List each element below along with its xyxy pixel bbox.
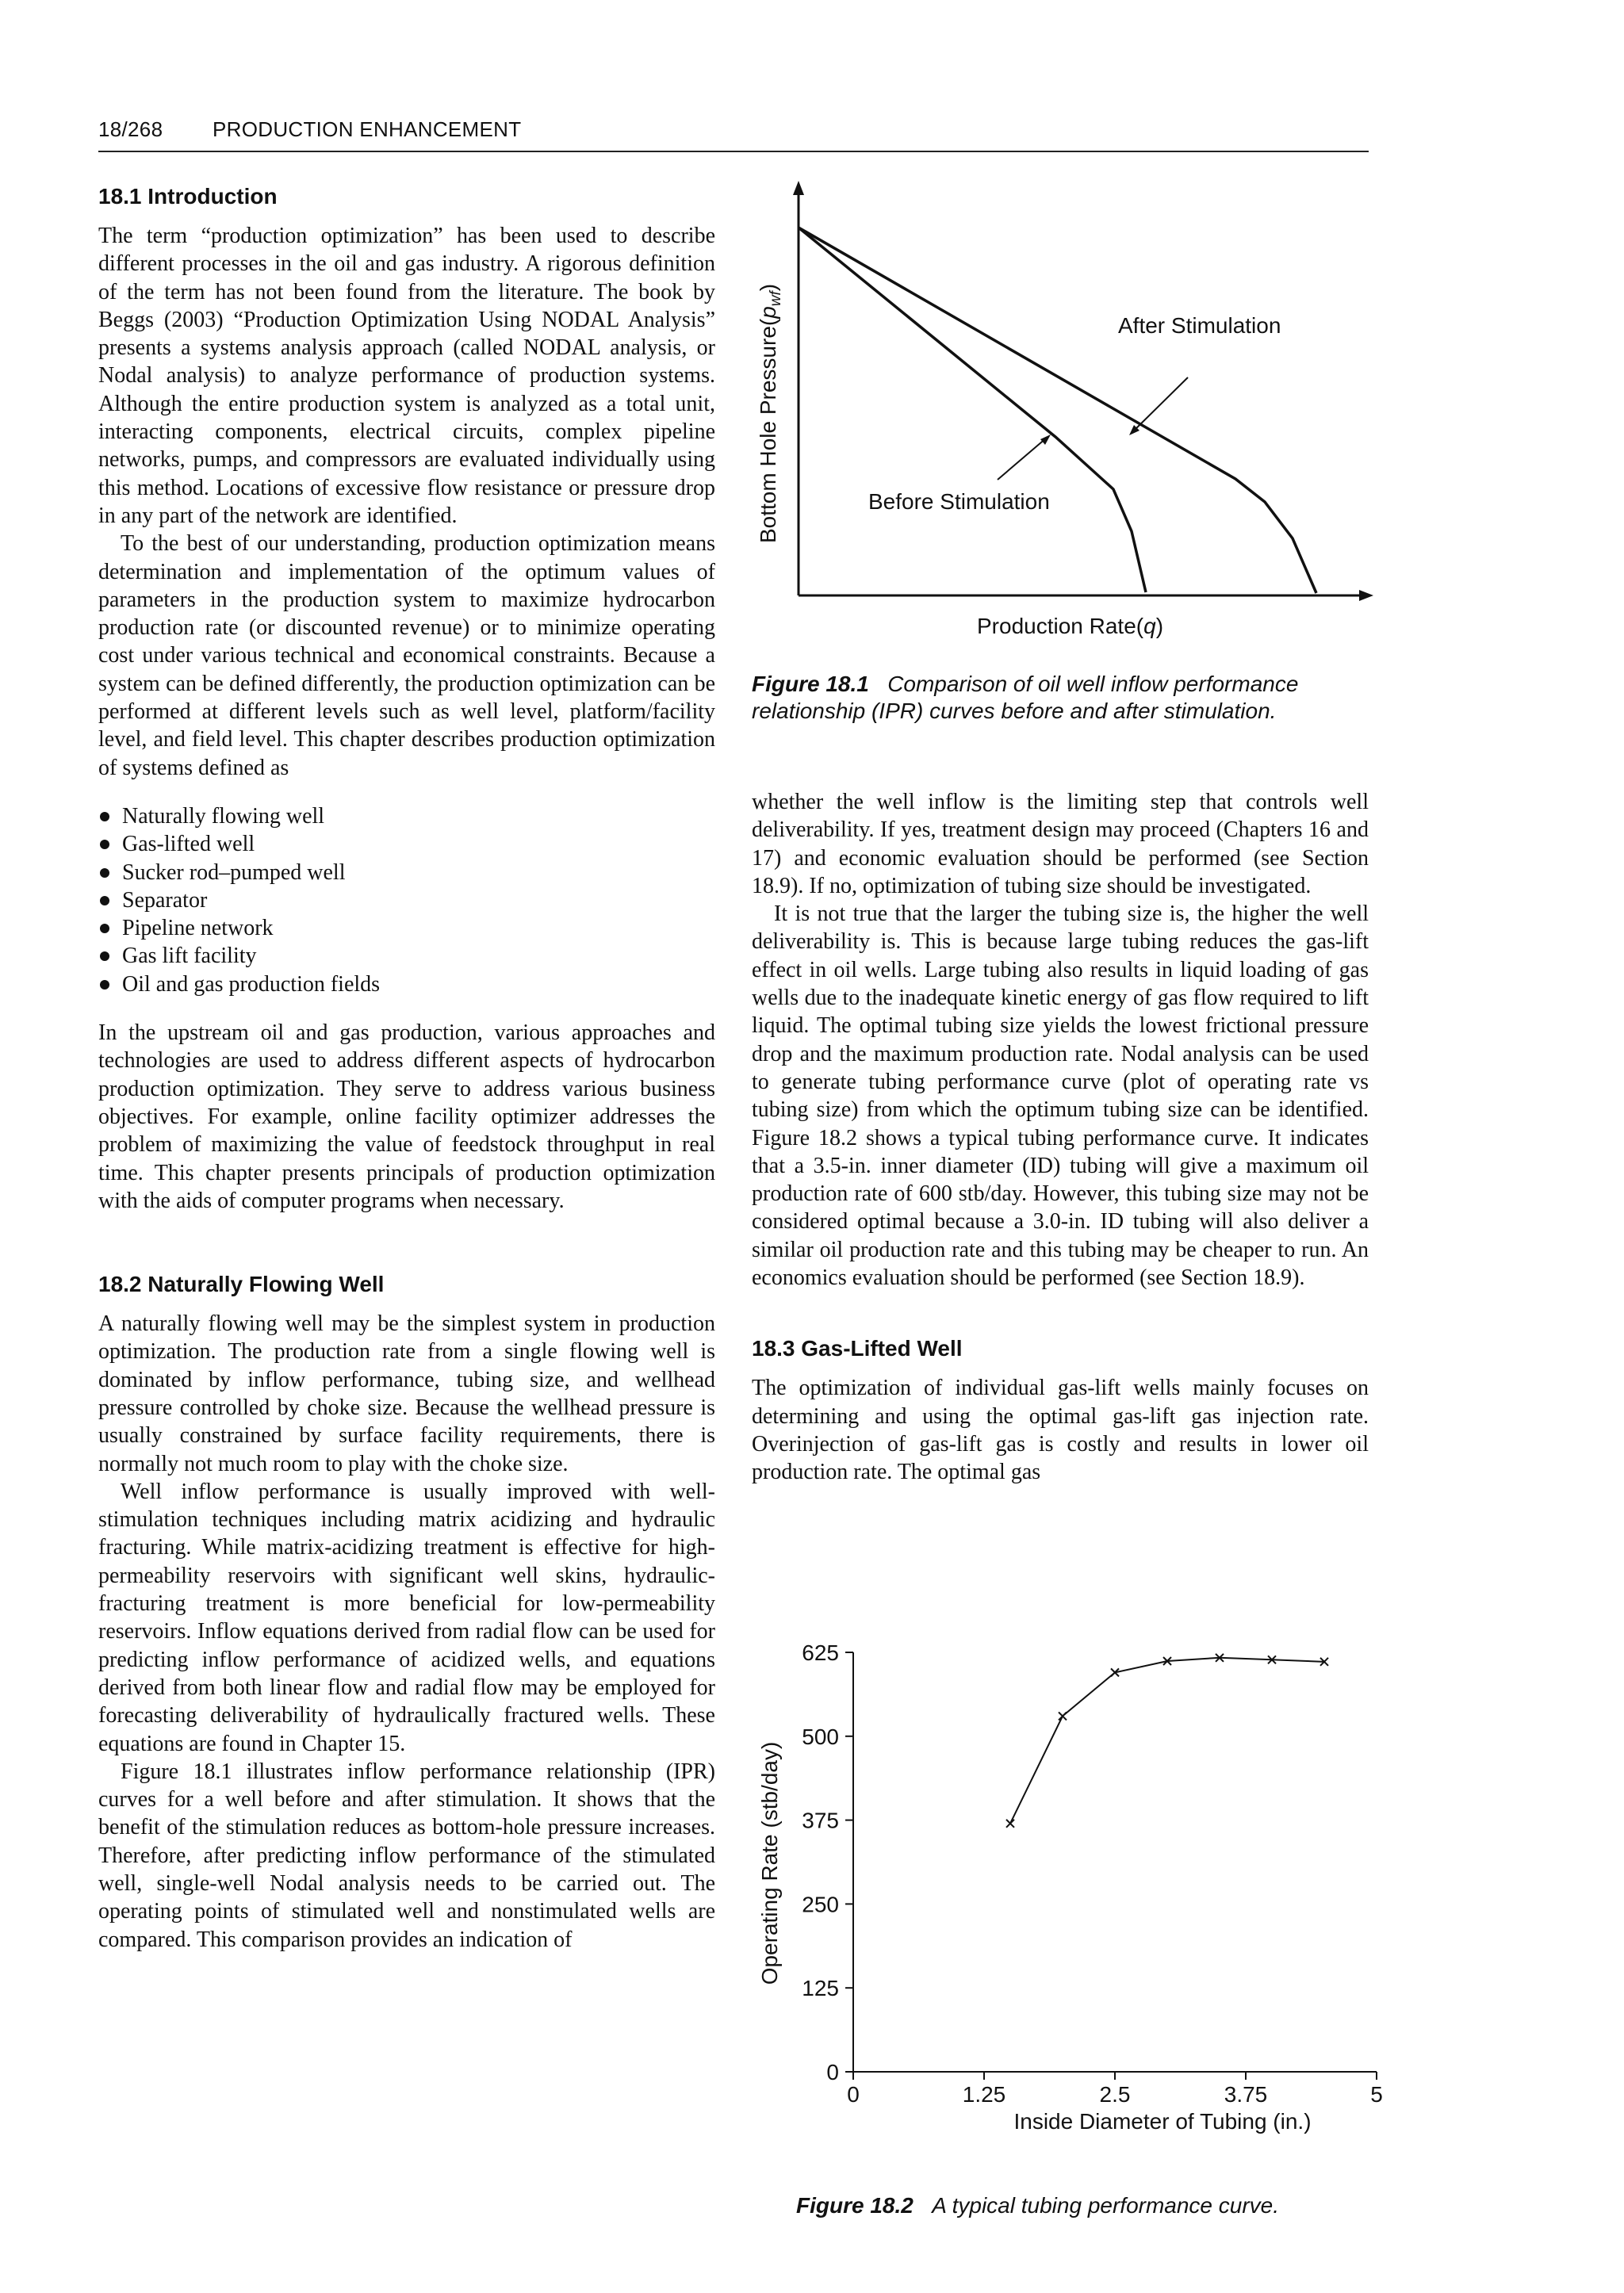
y-tick-label: 250 (802, 1892, 839, 1917)
section-18-1-heading: 18.1 Introduction (98, 184, 278, 209)
x-tick-label: 5 (1370, 2082, 1383, 2107)
list-item: Sucker rod–pumped well (98, 859, 715, 886)
page-number: 18/268 (98, 117, 163, 141)
data-point-marker (1059, 1712, 1067, 1720)
list-item: Separator (98, 886, 715, 914)
x-tick-label: 2.5 (1099, 2082, 1131, 2107)
y-tick-label: 625 (802, 1640, 839, 1665)
y-axis-arrow (793, 181, 804, 195)
flowing-paragraph-3: Figure 18.1 illustrates inflow performance relationship (IPR) curves for a well before and after stimulation. It shows that the benefit of the stimulation reduces as bottom-hole pressure increases. Therefore, after predicting inflow performance of the stimulated well, single-well Nodal analysis needs to be carried out. The operating points of stimulated well and nonstimulated wells are compared. This comparison provides an indication of (98, 1759, 715, 1952)
list-item: Naturally flowing well (98, 802, 715, 830)
figure-18-1-caption: Figure 18.1 Comparison of oil well inflow performance relationship (IPR) curves before and after stimulation. (752, 672, 1299, 723)
intro-paragraph-3: In the upstream oil and gas production, various approaches and technologies are used to address different aspects of hydrocarbon production optimization. They serve to address various business objectives. For example, online facility optimizer addresses the problem of maximizing the value of feedstock throughput in real time. This chapter presents principals of production optimization with the aids of computer programs when necessary. (98, 1020, 715, 1213)
flowing-paragraph-2: Well inflow performance is usually improved with well-stimulation techniques including matrix acidizing and hydraulic fracturing. While matrix-acidizing treatment is effective for high-permeability reservoirs with significant well skins, hydraulic-fracturing treatment is more beneficial for low-permeability reservoirs. Inflow equations derived from radial flow can be used for predicting inflow performance of acidized wells, and equations derived from both linear flow and radial flow may be employed for forecasting deliverability of hydraulically fractured wells. These equations are found in Chapter 15. (98, 1479, 715, 1756)
x-tick-label: 0 (847, 2082, 860, 2107)
before-stimulation-label: Before Stimulation (868, 489, 1050, 514)
figure-18-2-chart (745, 1633, 1383, 2157)
section-18-2-heading: 18.2 Naturally Flowing Well (98, 1272, 385, 1297)
after-stimulation-curve (799, 228, 1316, 593)
before-label-pointer (998, 438, 1047, 480)
gaslift-paragraph-1: The optimization of individual gas-lift wells mainly focuses on determining and using the optimal gas-lift gas injection rate. Overinjection of gas-lift gas is costly and results in lower oil production rate. The optimal gas (752, 1376, 1369, 1485)
x-tick-label: 1.25 (962, 2082, 1006, 2107)
figure-18-1 (745, 174, 1380, 638)
x-axis-arrow (1359, 590, 1373, 601)
x-tick-label: 3.75 (1224, 2082, 1268, 2107)
x-axis-label: Inside Diameter of Tubing (in.) (1013, 2109, 1312, 2134)
y-tick-label: 125 (802, 1976, 839, 2001)
after-label-pointer (1132, 377, 1188, 432)
section-18-3-heading: 18.3 Gas-Lifted Well (752, 1336, 963, 1361)
y-axis-label: Operating Rate (stb/day) (757, 1741, 782, 1985)
after-stimulation-label: After Stimulation (1118, 313, 1281, 338)
left-column (98, 182, 715, 1954)
running-title: PRODUCTION ENHANCEMENT (213, 117, 522, 141)
flowing-paragraph-1: A naturally flowing well may be the simplest system in production optimization. The production rate from a single flowing well is dominated by inflow performance, tubing size, and wellhead pressure controlled by choke size. Because the wellhead pressure is usually constrained by surface facility requirements, there is normally not much room to play with the choke size. (98, 1311, 715, 1476)
list-item: Gas lift facility (98, 942, 715, 970)
figure-18-2-caption: Figure 18.2 A typical tubing performance curve. (796, 2193, 1280, 2218)
flowing-paragraph-5: It is not true that the larger the tubing size is, the higher the well deliverability is. This is because large tubing reduces the gas-lift effect in oil wells. Large tubing also results in liquid loading of gas wells due to the inadequate kinetic energy of gas flow required to lift liquid. The optimal tubing size yields the lowest frictional pressure drop and the maximum production rate. Nodal analysis can be used to generate tubing performance curve (plot of operating rate vs tubing size) from which the optimum tubing size can be identified. Figure 18.2 shows a typical tubing performance curve. It indicates that a 3.5-in. inner diameter (ID) tubing will give a maximum oil production rate of 600 stb/day. However, this tubing size may not be considered optimal because a 3.0-in. ID tubing will also deliver a similar oil production rate and this tubing may be cheaper to run. An economics evaluation should be performed (see Section 18.9). (752, 902, 1369, 1291)
systems-list (98, 802, 715, 998)
list-item: Pipeline network (98, 914, 715, 942)
list-item: Gas-lifted well (98, 830, 715, 858)
page-header (98, 114, 1369, 152)
series-line (1010, 1658, 1324, 1824)
y-tick-label: 500 (802, 1724, 839, 1749)
y-axis-label: Bottom Hole $Pressure(p_{wf})$ (756, 283, 784, 543)
intro-paragraph-1: The term “production optimization” has been used to describe different processes in the oil and gas industry. A rigorous definition of the term has not been found from the literature. The book by Beggs (2003) “Production Optimization Using NODAL Analysis” presents a systems analysis approach (called NODAL analysis, or Nodal analysis) to analyze performance of production systems. Although the entire production system is analyzed as a total unit, interacting components, electrical circuits, complex pipeline networks, pumps, and compressors are evaluated individually using this method. Locations of excessive flow resistance or pressure drop in any part of the network are identified. (98, 224, 715, 528)
flowing-paragraph-4: whether the well inflow is the limiting step that controls well deliverability. If yes, treatment design may proceed (Chapters 16 and 17) and economic evaluation should be performed (see Section 18.9). If no, optimization of tubing size should be investigated. (752, 790, 1369, 898)
x-axis-label: Production Rate(q) (977, 614, 1164, 638)
right-column (752, 788, 1369, 1487)
y-tick-label: 0 (826, 2060, 839, 2084)
data-point-marker (1006, 1820, 1014, 1828)
list-item: Oil and gas production fields (98, 970, 715, 998)
y-tick-label: 375 (802, 1808, 839, 1833)
before-stimulation-curve (799, 228, 1146, 592)
before-pointer-arrow (1040, 434, 1051, 445)
intro-paragraph-2: To the best of our understanding, production optimization means determination and implementation of the optimum values of parameters in the production system to maximize hydrocarbon production rate (or discounted revenue) or to minimize operating cost under various technical and economical constraints. Because a system can be defined differently, the production optimization can be performed at different levels such as well level, platform/facility level, and field level. This chapter describes production optimization of systems defined as (98, 531, 715, 780)
